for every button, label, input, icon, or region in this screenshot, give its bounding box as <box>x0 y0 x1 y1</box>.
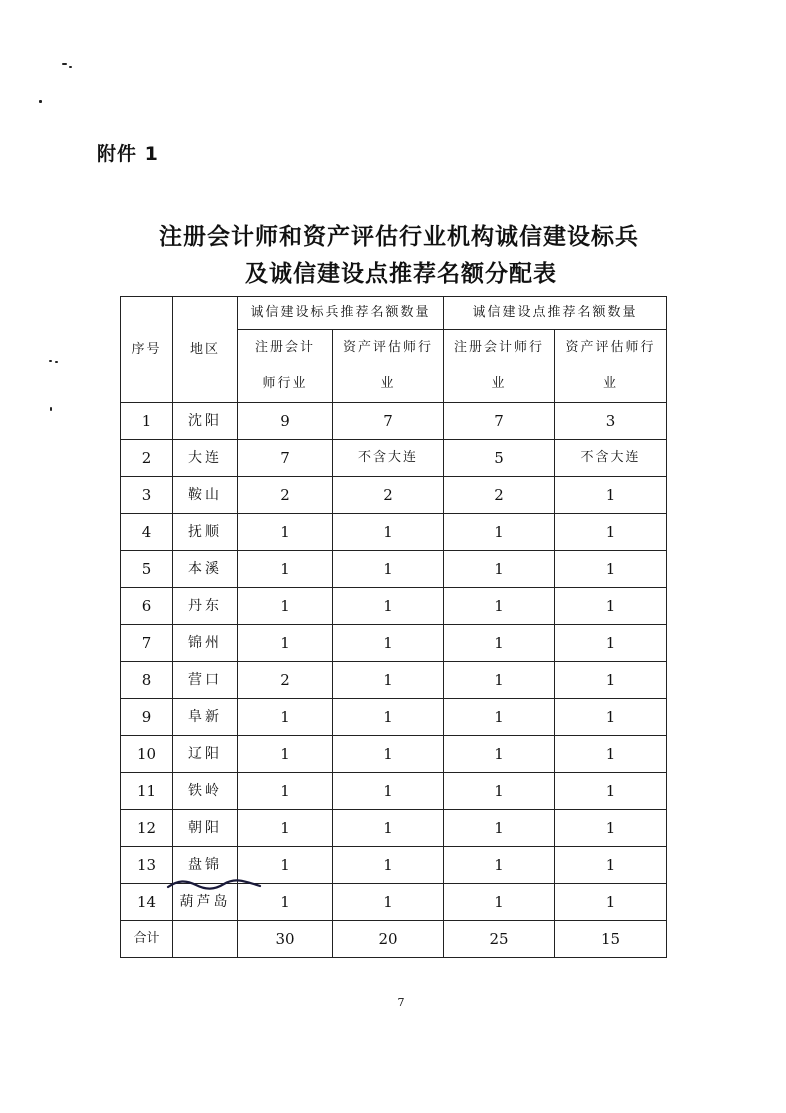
header-group-honor-site: 诚信建设点推荐名额数量 <box>444 297 667 330</box>
cell-region: 抚顺 <box>173 514 238 551</box>
cell-g1-cpa: 1 <box>238 699 333 736</box>
header-g2-cpa <box>444 330 555 403</box>
cell-total-g1-cpa: 30 <box>238 921 333 958</box>
cell-region: 鞍山 <box>173 477 238 514</box>
cell-g1-appraisal: 1 <box>333 699 444 736</box>
table-row <box>121 440 667 477</box>
header-g2-appraisal-line2: 业 <box>603 376 619 391</box>
page-number: 7 <box>397 996 405 1009</box>
cell-seq: 11 <box>121 773 173 810</box>
cell-g1-appraisal: 1 <box>333 625 444 662</box>
cell-g2-appraisal: 1 <box>555 810 667 847</box>
cell-g2-appraisal: 1 <box>555 514 667 551</box>
cell-g1-appraisal: 1 <box>333 588 444 625</box>
table-row <box>121 810 667 847</box>
cell-g2-cpa: 7 <box>444 403 555 440</box>
cell-g1-cpa: 1 <box>238 625 333 662</box>
cell-g2-appraisal: 1 <box>555 588 667 625</box>
cell-g2-appraisal: 1 <box>555 736 667 773</box>
cell-region: 阜新 <box>173 699 238 736</box>
cell-g2-cpa: 5 <box>444 440 555 477</box>
cell-total-g1-appraisal: 20 <box>333 921 444 958</box>
table-body <box>121 297 667 958</box>
cell-g2-appraisal: 1 <box>555 773 667 810</box>
cell-region: 朝阳 <box>173 810 238 847</box>
cell-g2-cpa: 1 <box>444 810 555 847</box>
header-g1-appraisal-line1: 资产评估师行 <box>343 340 434 355</box>
cell-region: 本溪 <box>173 551 238 588</box>
table-row <box>121 514 667 551</box>
cell-g1-appraisal: 1 <box>333 810 444 847</box>
cell-g1-appraisal: 1 <box>333 884 444 921</box>
table-row <box>121 662 667 699</box>
cell-total-label: 合计 <box>121 921 173 958</box>
document-title-line-2: 及诚信建设点推荐名额分配表 <box>245 261 557 287</box>
table-row <box>121 699 667 736</box>
header-g1-cpa-line2: 师行业 <box>262 376 308 391</box>
cell-region: 大连 <box>173 440 238 477</box>
header-row-1 <box>121 297 667 330</box>
quota-allocation-table <box>120 296 667 958</box>
cell-g1-cpa: 1 <box>238 773 333 810</box>
cell-g1-cpa: 1 <box>238 810 333 847</box>
cell-g2-cpa: 1 <box>444 773 555 810</box>
cell-total-g2-appraisal: 15 <box>555 921 667 958</box>
cell-g2-appraisal: 不含大连 <box>555 440 667 477</box>
cell-g1-appraisal: 7 <box>333 403 444 440</box>
cell-g2-cpa: 2 <box>444 477 555 514</box>
table-row <box>121 588 667 625</box>
header-g1-cpa <box>238 330 333 403</box>
cell-region: 丹东 <box>173 588 238 625</box>
scan-speck <box>69 66 72 68</box>
cell-seq: 14 <box>121 884 173 921</box>
cell-region: 营口 <box>173 662 238 699</box>
cell-g1-cpa: 2 <box>238 477 333 514</box>
table-row <box>121 403 667 440</box>
cell-g2-appraisal: 3 <box>555 403 667 440</box>
cell-g2-appraisal: 1 <box>555 551 667 588</box>
cell-region: 锦州 <box>173 625 238 662</box>
table-row <box>121 551 667 588</box>
cell-g1-appraisal: 1 <box>333 773 444 810</box>
header-g1-cpa-line1: 注册会计 <box>254 340 315 355</box>
cell-g1-cpa: 1 <box>238 847 333 884</box>
cell-seq: 13 <box>121 847 173 884</box>
cell-g2-cpa: 1 <box>444 736 555 773</box>
header-g2-cpa-line2: 业 <box>491 376 507 391</box>
cell-g1-appraisal: 不含大连 <box>333 440 444 477</box>
scan-speck <box>39 100 42 103</box>
cell-g1-appraisal: 1 <box>333 514 444 551</box>
cell-g2-cpa: 1 <box>444 514 555 551</box>
cell-g1-cpa: 1 <box>238 514 333 551</box>
cell-g2-appraisal: 1 <box>555 477 667 514</box>
header-g2-cpa-line1: 注册会计师行 <box>454 340 545 355</box>
cell-seq: 1 <box>121 403 173 440</box>
cell-seq: 2 <box>121 440 173 477</box>
cell-g2-cpa: 1 <box>444 588 555 625</box>
header-region: 地区 <box>173 297 238 403</box>
table-row <box>121 625 667 662</box>
cell-g1-appraisal: 1 <box>333 847 444 884</box>
scan-speck <box>50 407 52 411</box>
cell-g1-appraisal: 1 <box>333 736 444 773</box>
cell-seq: 7 <box>121 625 173 662</box>
cell-region: 辽阳 <box>173 736 238 773</box>
cell-seq: 4 <box>121 514 173 551</box>
attachment-label: 附件 1 <box>97 143 159 165</box>
cell-g1-appraisal: 1 <box>333 551 444 588</box>
handwritten-wavy-underline <box>166 878 262 892</box>
cell-total-g2-cpa: 25 <box>444 921 555 958</box>
cell-g2-appraisal: 1 <box>555 625 667 662</box>
total-row <box>121 921 667 958</box>
cell-g1-cpa: 1 <box>238 884 333 921</box>
cell-g1-cpa: 1 <box>238 588 333 625</box>
cell-g2-appraisal: 1 <box>555 699 667 736</box>
cell-seq: 10 <box>121 736 173 773</box>
table-row <box>121 477 667 514</box>
header-group-honor-model: 诚信建设标兵推荐名额数量 <box>238 297 444 330</box>
header-g2-appraisal <box>555 330 667 403</box>
scan-speck <box>62 63 67 65</box>
cell-g2-cpa: 1 <box>444 699 555 736</box>
cell-seq: 8 <box>121 662 173 699</box>
cell-g2-cpa: 1 <box>444 847 555 884</box>
table-row <box>121 736 667 773</box>
cell-g2-cpa: 1 <box>444 625 555 662</box>
cell-g2-appraisal: 1 <box>555 662 667 699</box>
cell-g1-cpa: 1 <box>238 551 333 588</box>
scan-speck <box>55 361 58 363</box>
cell-g1-appraisal: 1 <box>333 662 444 699</box>
cell-g2-appraisal: 1 <box>555 884 667 921</box>
cell-total-region <box>173 921 238 958</box>
cell-seq: 3 <box>121 477 173 514</box>
document-title-line-1: 注册会计师和资产评估行业机构诚信建设标兵 <box>159 224 639 250</box>
scan-speck <box>49 360 52 362</box>
cell-g1-cpa: 7 <box>238 440 333 477</box>
cell-seq: 5 <box>121 551 173 588</box>
cell-seq: 12 <box>121 810 173 847</box>
cell-region: 铁岭 <box>173 773 238 810</box>
cell-g2-appraisal: 1 <box>555 847 667 884</box>
cell-seq: 9 <box>121 699 173 736</box>
cell-g2-cpa: 1 <box>444 662 555 699</box>
cell-g1-cpa: 9 <box>238 403 333 440</box>
header-g1-appraisal <box>333 330 444 403</box>
header-g1-appraisal-line2: 业 <box>380 376 396 391</box>
header-g2-appraisal-line1: 资产评估师行 <box>565 340 656 355</box>
cell-g1-cpa: 1 <box>238 736 333 773</box>
cell-region: 盘锦 <box>173 847 238 884</box>
cell-seq: 6 <box>121 588 173 625</box>
cell-g1-cpa: 2 <box>238 662 333 699</box>
cell-region: 沈阳 <box>173 403 238 440</box>
table-row <box>121 773 667 810</box>
cell-g2-cpa: 1 <box>444 884 555 921</box>
header-seq: 序号 <box>121 297 173 403</box>
cell-g2-cpa: 1 <box>444 551 555 588</box>
cell-g1-appraisal: 2 <box>333 477 444 514</box>
cell-region: 葫芦岛 <box>173 884 238 921</box>
